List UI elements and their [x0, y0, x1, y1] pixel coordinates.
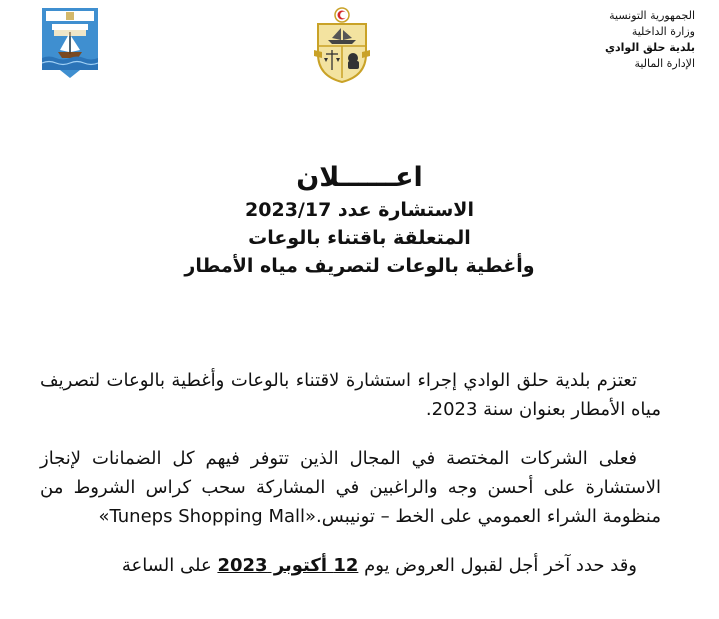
tunisia-coat-of-arms [312, 6, 372, 84]
republic-line: الجمهورية التونسية [609, 9, 695, 22]
municipality-logo [42, 8, 98, 78]
subject-line-1: المتعلقة باقتناء بالوعات [248, 227, 471, 249]
subject-line-2: وأغطية بالوعات لتصريف مياه الأمطار [184, 255, 535, 277]
deadline-suffix: على الساعة [121, 555, 218, 576]
deadline-prefix: وقد حدد آخر أجل لقبول العروض يوم [358, 555, 637, 576]
ministry-line: وزارة الداخلية [631, 25, 695, 38]
title-block [0, 160, 719, 280]
government-header [475, 8, 695, 72]
consultation-number: الاستشارة عدد 2023/17 [245, 199, 474, 221]
department-line: الإدارة المالية [634, 57, 695, 70]
paragraph-2: فعلى الشركات المختصة في المجال الذين تتوفر فيهم كل الضمانات لإنجاز الاستشارة على أحسن وجه والراغبين في المشاركة سحب كراس الشروط من منظومة الشراء العمومي على الخط – تونيبس.«Tuneps Shopping Mall» [40, 448, 661, 527]
deadline-date: 12 أكتوبر 2023 [217, 555, 359, 576]
announcement-title: اعــــــلان [296, 162, 423, 193]
paragraph-3 [40, 551, 661, 580]
municipality-line: بلدية حلق الوادي [604, 41, 695, 54]
announcement-body [40, 366, 661, 600]
paragraph-1: تعتزم بلدية حلق الوادي إجراء استشارة لاقتناء بالوعات وأغطية بالوعات لتصريف مياه الأمطار بعنوان سنة 2023. [40, 370, 661, 420]
